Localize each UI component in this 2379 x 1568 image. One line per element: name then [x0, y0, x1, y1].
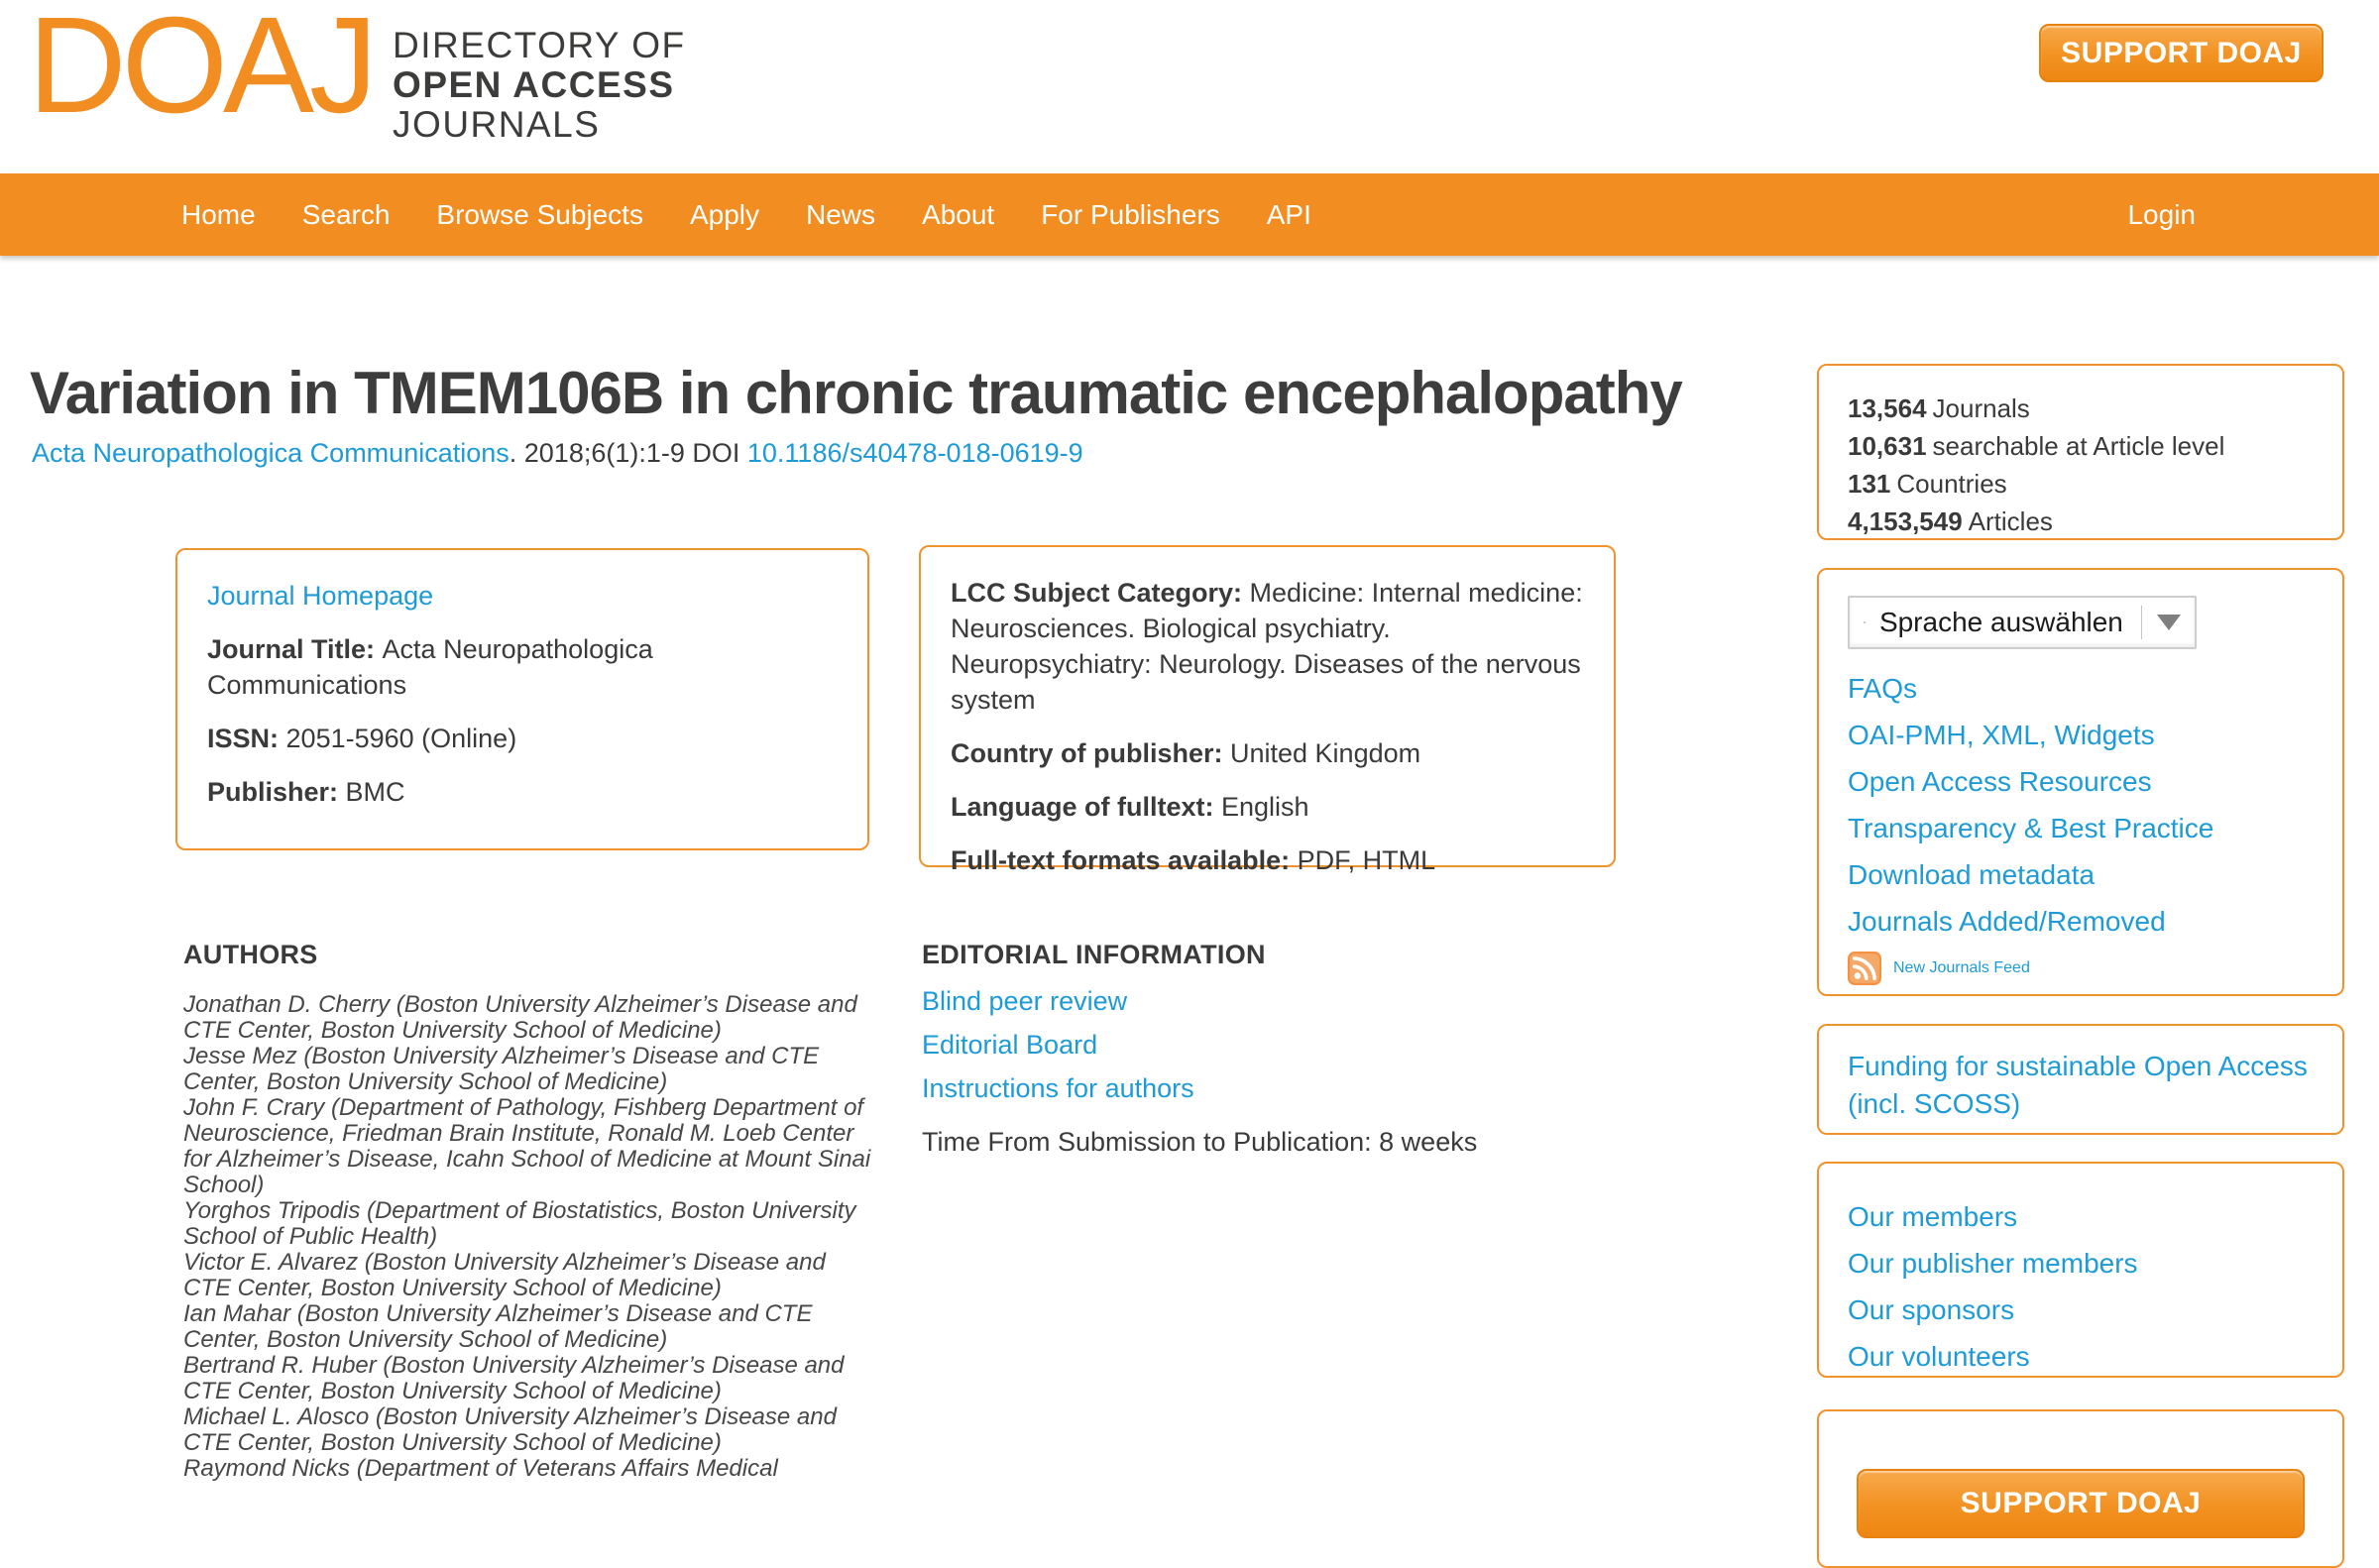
faqs-link[interactable]: FAQs — [1848, 665, 2314, 712]
authors-list — [183, 992, 874, 1482]
funding-scoss-link[interactable]: Funding for sustainable Open Access (incl. SCOSS) — [1848, 1048, 2314, 1123]
blind-peer-review-link[interactable]: Blind peer review — [922, 988, 1616, 1015]
authors-section — [183, 940, 874, 1482]
translate-label: Sprache auswählen — [1879, 607, 2123, 638]
members-box — [1817, 1162, 2344, 1378]
stat-journals-value: 13,564 — [1848, 393, 1927, 423]
fulltext-formats-row — [951, 842, 1584, 878]
support-doaj-button[interactable]: SUPPORT DOAJ — [2039, 24, 2323, 82]
language-value: English — [1221, 792, 1309, 822]
nav-item-for-publishers[interactable]: For Publishers — [1041, 199, 1220, 231]
editorial-links — [922, 988, 1616, 1102]
editorial-board-link[interactable]: Editorial Board — [922, 1032, 1616, 1059]
author-item: Bertrand R. Huber (Boston University Alzheimer’s Disease and CTE Center, Boston University School of Medicine) — [183, 1353, 874, 1404]
our-volunteers-link[interactable]: Our volunteers — [1848, 1333, 2314, 1380]
logo-text-line2: OPEN ACCESS — [393, 65, 686, 105]
doi-link[interactable]: 10.1186/s40478-018-0619-9 — [747, 438, 1083, 468]
journal-info-box — [175, 548, 869, 850]
journal-title-row — [207, 631, 838, 703]
author-item: Ian Mahar (Boston University Alzheimer’s Disease and CTE Center, Boston University School of Medicine) — [183, 1301, 874, 1353]
language-row — [951, 789, 1584, 825]
issn-row — [207, 721, 838, 756]
country-label: Country of publisher : — [951, 738, 1230, 768]
article-citation — [32, 438, 1083, 469]
doaj-logo-text — [393, 26, 686, 145]
journal-homepage-link[interactable]: Journal Homepage — [207, 581, 433, 611]
publisher-value: BMC — [346, 777, 405, 807]
nav-item-login[interactable]: Login — [2127, 173, 2196, 256]
stats-box — [1817, 364, 2344, 540]
google-logo-icon — [1864, 604, 1866, 641]
issn-value: 2051-5960 (Online) — [286, 724, 517, 753]
nav-item-about[interactable]: About — [922, 199, 994, 231]
new-journals-feed-row — [1848, 945, 2314, 991]
stat-searchable-value: 10,631 — [1848, 431, 1927, 461]
stat-countries-label: Countries — [1896, 469, 2006, 499]
stat-searchable — [1848, 427, 2314, 465]
stat-countries-value: 131 — [1848, 469, 1890, 499]
nav-item-browse-subjects[interactable]: Browse Subjects — [436, 199, 643, 231]
resource-links — [1848, 665, 2314, 991]
fulltext-formats-value: PDF, HTML — [1298, 845, 1436, 875]
support-box — [1817, 1409, 2344, 1568]
nav-item-api[interactable]: API — [1267, 199, 1311, 231]
instructions-for-authors-link[interactable]: Instructions for authors — [922, 1075, 1616, 1102]
citation-text: . 2018;6(1):1-9 DOI — [510, 438, 747, 468]
rss-feed-icon — [1848, 952, 1881, 985]
journal-title-value: Acta Neuropathologica Communications — [207, 634, 653, 700]
stat-journals-label: Journals — [1933, 393, 2030, 423]
publisher-row — [207, 774, 838, 810]
our-publisher-members-link[interactable]: Our publisher members — [1848, 1240, 2314, 1287]
resources-box — [1817, 568, 2344, 996]
lcc-subject-label: LCC Subject Category : — [951, 578, 1250, 608]
lcc-subject-value: Medicine: Internal medicine: Neurosciences. Biological psychiatry. Neuropsychiatry: Neurology. Diseases of the nervous system — [951, 578, 1583, 715]
lcc-subject-row — [951, 575, 1584, 718]
author-item: Yorghos Tripodis (Department of Biostatistics, Boston University School of Public Health) — [183, 1198, 874, 1250]
country-row — [951, 735, 1584, 771]
stat-searchable-label: searchable at Article level — [1933, 431, 2225, 461]
oai-pmh-link[interactable]: OAI-PMH, XML, Widgets — [1848, 712, 2314, 758]
stat-countries — [1848, 465, 2314, 503]
author-item: Jonathan D. Cherry (Boston University Alzheimer’s Disease and CTE Center, Boston University School of Medicine) — [183, 992, 874, 1044]
editorial-information-section — [922, 940, 1616, 1158]
stat-articles-label: Articles — [1969, 506, 2053, 536]
transparency-best-practice-link[interactable]: Transparency & Best Practice — [1848, 805, 2314, 851]
editorial-heading: EDITORIAL INFORMATION — [922, 940, 1616, 970]
stat-articles — [1848, 503, 2314, 540]
author-item: Michael L. Alosco (Boston University Alzheimer’s Disease and CTE Center, Boston University School of Medicine) — [183, 1404, 874, 1456]
main-navigation — [0, 173, 2379, 256]
support-doaj-button-sidebar[interactable]: SUPPORT DOAJ — [1857, 1469, 2305, 1538]
new-journals-feed-link[interactable]: New Journals Feed — [1893, 959, 2030, 977]
header — [0, 0, 2379, 173]
our-sponsors-link[interactable]: Our sponsors — [1848, 1287, 2314, 1333]
author-item: Victor E. Alvarez (Boston University Alzheimer’s Disease and CTE Center, Boston University School of Medicine) — [183, 1250, 874, 1301]
nav-item-news[interactable]: News — [806, 199, 875, 231]
journals-added-removed-link[interactable]: Journals Added/Removed — [1848, 898, 2314, 945]
nav-item-home[interactable]: Home — [181, 199, 256, 231]
publisher-label: Publisher : — [207, 777, 346, 807]
doaj-logo-mark: DOAJ — [28, 0, 373, 145]
fulltext-formats-label: Full-text formats available : — [951, 845, 1298, 875]
chevron-down-icon — [2157, 615, 2181, 630]
google-translate-widget[interactable] — [1848, 596, 2197, 649]
article-title: Variation in TMEM106B in chronic traumatic encephalopathy — [30, 359, 1774, 427]
authors-heading: AUTHORS — [183, 940, 874, 970]
funding-box — [1817, 1024, 2344, 1135]
author-item: John F. Crary (Department of Pathology, Fishberg Department of Neuroscience, Friedman Brain Institute, Ronald M. Loeb Center for Alzheimer’s Disease, Icahn School of Medicine at Mount Sinai School) — [183, 1095, 874, 1198]
journal-name-link[interactable]: Acta Neuropathologica Communications — [32, 438, 510, 468]
article-details-box — [919, 545, 1616, 867]
our-members-link[interactable]: Our members — [1848, 1193, 2314, 1240]
journal-title-label: Journal Title : — [207, 634, 383, 664]
logo-text-line3: JOURNALS — [393, 105, 686, 145]
stat-journals — [1848, 390, 2314, 427]
author-item: Raymond Nicks (Department of Veterans Affairs Medical — [183, 1456, 874, 1482]
stat-articles-value: 4,153,549 — [1848, 506, 1963, 536]
nav-item-search[interactable]: Search — [302, 199, 391, 231]
submission-time-text: Time From Submission to Publication: 8 weeks — [922, 1127, 1616, 1158]
download-metadata-link[interactable]: Download metadata — [1848, 851, 2314, 898]
open-access-resources-link[interactable]: Open Access Resources — [1848, 758, 2314, 805]
nav-item-apply[interactable]: Apply — [690, 199, 759, 231]
author-item: Jesse Mez (Boston University Alzheimer’s Disease and CTE Center, Boston University School of Medicine) — [183, 1044, 874, 1095]
doaj-logo[interactable] — [28, 0, 686, 145]
issn-label: ISSN : — [207, 724, 286, 753]
language-label: Language of fulltext : — [951, 792, 1221, 822]
logo-text-line1: DIRECTORY OF — [393, 26, 686, 65]
country-value: United Kingdom — [1230, 738, 1420, 768]
nav-items — [0, 173, 2379, 256]
